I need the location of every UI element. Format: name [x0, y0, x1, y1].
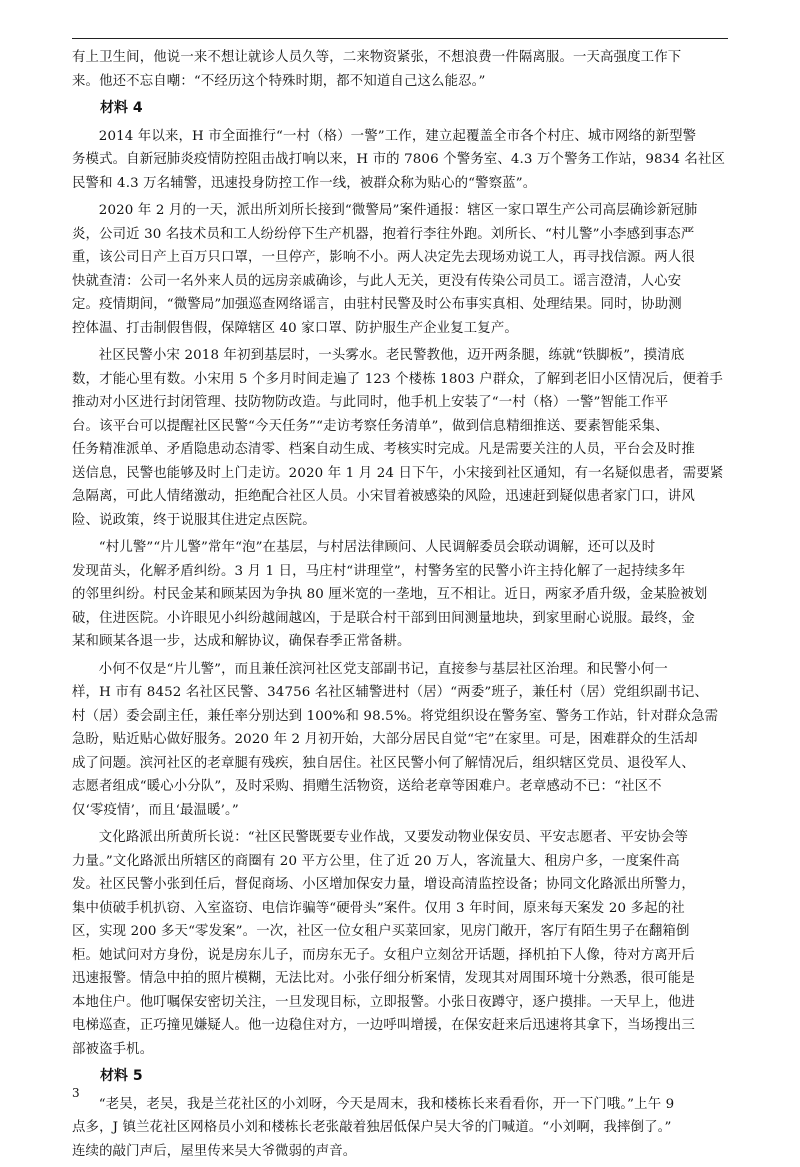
paragraph: 2014 年以来，H 市全面推行“一村（格）一警”工作，建立起覆盖全市各个村庄、城市网络的新型警 务模式。自新冠肺炎疫情防控阻击战打响以来，H 市的 7806 个警务室、4.3 万个警务工作站，9834 名社区 民警和 4.3 万名辅警，迅速投身防控工作一线，被群众称为贴心的“警察蓝”。: [72, 128, 726, 191]
paragraph: “村儿警”“片儿警”常年“泡”在基层，与村居法律顾问、人民调解委员会联动调解，还可以及时 发现苗头，化解矛盾纠纷。3 月 1 日，马庄村“讲理堂”，村警务室的民警小许主持化解了一起持续多年 的邻里纠纷。村民金某和顾某因为争执 80 厘米宽的一垄地，互不相让。近日，两家矛盾升级，金某脸被划 破，住进医院。小许眼见小纠纷越闹越凶，于是联合村干部到田间测量地块，到家里耐心说服。最终，金 某和顾某各退一步，达成和解协议，确保春季正常备耕。: [72, 540, 708, 649]
paragraph: 有上卫生间，他说一来不想让就诊人员久等，二来物资紧张，不想浪费一件隔离服。一天高强度工作下 来。他还不忘自嘲：“不经历这个特殊时期，都不知道自己这么能忍。”: [72, 50, 682, 89]
document-body: [72, 46, 728, 1167]
paragraph: 小何不仅是“片儿警”，而且兼任滨河社区党支部副书记，直接参与基层社区治理。和民警小何一 样，H 市有 8452 名社区民警、34756 名社区辅警进村（居）“两委”班子，兼任村（居）党组织副书记、 村（居）委会副主任，兼任率分别达到 100%和 98.5%。将党组织设在警务室、警务工作站，针对群众急需 急盼，贴近贴心做好服务。2020 年 2 月初开始，大部分居民自觉“宅”在家里。可是，困难群众的生活却 成了问题。滨河社区的老章腿有残疾，独自居住。社区民警小何了解情况后，组织辖区党员、退役军人、 志愿者组成“暖心小分队”，及时采购、捐赠生活物资，送给老章等困难户。老章感动不已：“社区不 仅‘零疫情’，而且‘最温暖’。”: [72, 661, 719, 818]
section-heading: 材料 5: [100, 1068, 143, 1084]
header-rule: [72, 38, 728, 39]
section-heading: 材料 4: [100, 100, 143, 116]
paragraph: 2020 年 2 月的一天，派出所刘所长接到“微警局”案件通报：辖区一家口罩生产公司高层确诊新冠肺 炎，公司近 30 名技术员和工人纷纷停下生产机器，抱着行李往外跑。刘所长、“村儿警”小李感到事态严 重，该公司日产上百万只口罩，一旦停产，影响不小。两人决定先去现场劝说工人，再寻找信源。两人很 快就查清：公司一名外来人员的远房亲戚确诊，与此人无关，更没有传染公司员工。谣言澄清，人心安 定。疫情期间，“微警局”加强巡查网络谣言，由驻村民警及时公布事实真相、处理结果。同时，协助测 控体温、打击制假售假，保障辖区 40 家口罩、防护服生产企业复工复产。: [72, 203, 698, 336]
paragraph: 文化路派出所黄所长说：“社区民警既要专业作战，又要发动物业保安员、平安志愿者、平安协会等 力量。”文化路派出所辖区的商圈有 20 平方公里，住了近 20 万人，客流量大、租房户多，一度案件高 发。社区民警小张到任后，督促商场、小区增加保安力量，增设高清监控设备；协同文化路派出所警力， 集中侦破手机扒窃、入室盗窃、电信诈骗等“硬骨头”案件。仅用 3 年时间，原来每天案发 20 多起的社 区，实现 200 多天“零发案”。一次，社区一位女租户买菜回家，见房门敞开，客厅有陌生男子在翻箱倒 柜。她试问对方身份，说是房东儿子，而房东无子。女租户立刻岔开话题，择机拍下人像，待对方离开后 迅速报警。情急中拍的照片模糊，无法比对。小张仔细分析案情，发现其对周围环境十分熟悉，很可能是 本地住户。他叮嘱保安密切关注，一旦发现目标，立即报警。小张日夜蹲守，逐户摸排。一天早上，他进 电梯巡查，正巧撞见嫌疑人。他一边稳住对方，一边呼叫增援，在保安赶来后迅速将其拿下，当场搜出三 部被盗手机。: [72, 830, 695, 1057]
page-number: 3: [72, 1086, 80, 1100]
paragraph: “老吴，老吴，我是兰花社区的小刘呀，今天是周末，我和楼栋长来看看你，开一下门哦。”上午 9 点多，J 镇兰花社区网格员小刘和楼栋长老张敲着独居低保户吴大爷的门喊道。“小刘啊，我摔倒了。” 连续的敲门声后，屋里传来吴大爷微弱的声音。: [72, 1096, 675, 1159]
paragraph: 社区民警小宋 2018 年初到基层时，一头雾水。老民警教他，迈开两条腿，练就“铁脚板”，摸清底 数，才能心里有数。小宋用 5 个多月时间走遍了 123 个楼栋 1803 户群众，了解到老旧小区情况后，便着手 推动对小区进行封闭管理、技防物防改造。与此同时，他手机上安装了“一村（格）一警”智能工作平 台。该平台可以提醒社区民警“今天任务”“走访考察任务清单”，做到信息精细推送、要素智能采集、 任务精准派单、矛盾隐患动态清零、档案自动生成、考核实时完成。凡是需要关注的人员，平台会及时推 送信息，民警也能够及时上门走访。2020 年 1 月 24 日下午，小宋接到社区通知，有一名疑似患者，需要紧 急隔离，可此人情绪激动，拒绝配合社区人员。小宋冒着被感染的风险，迅速赶到疑似患者家门口，讲风 险、说政策，终于说服其住进定点医院。: [72, 348, 724, 528]
